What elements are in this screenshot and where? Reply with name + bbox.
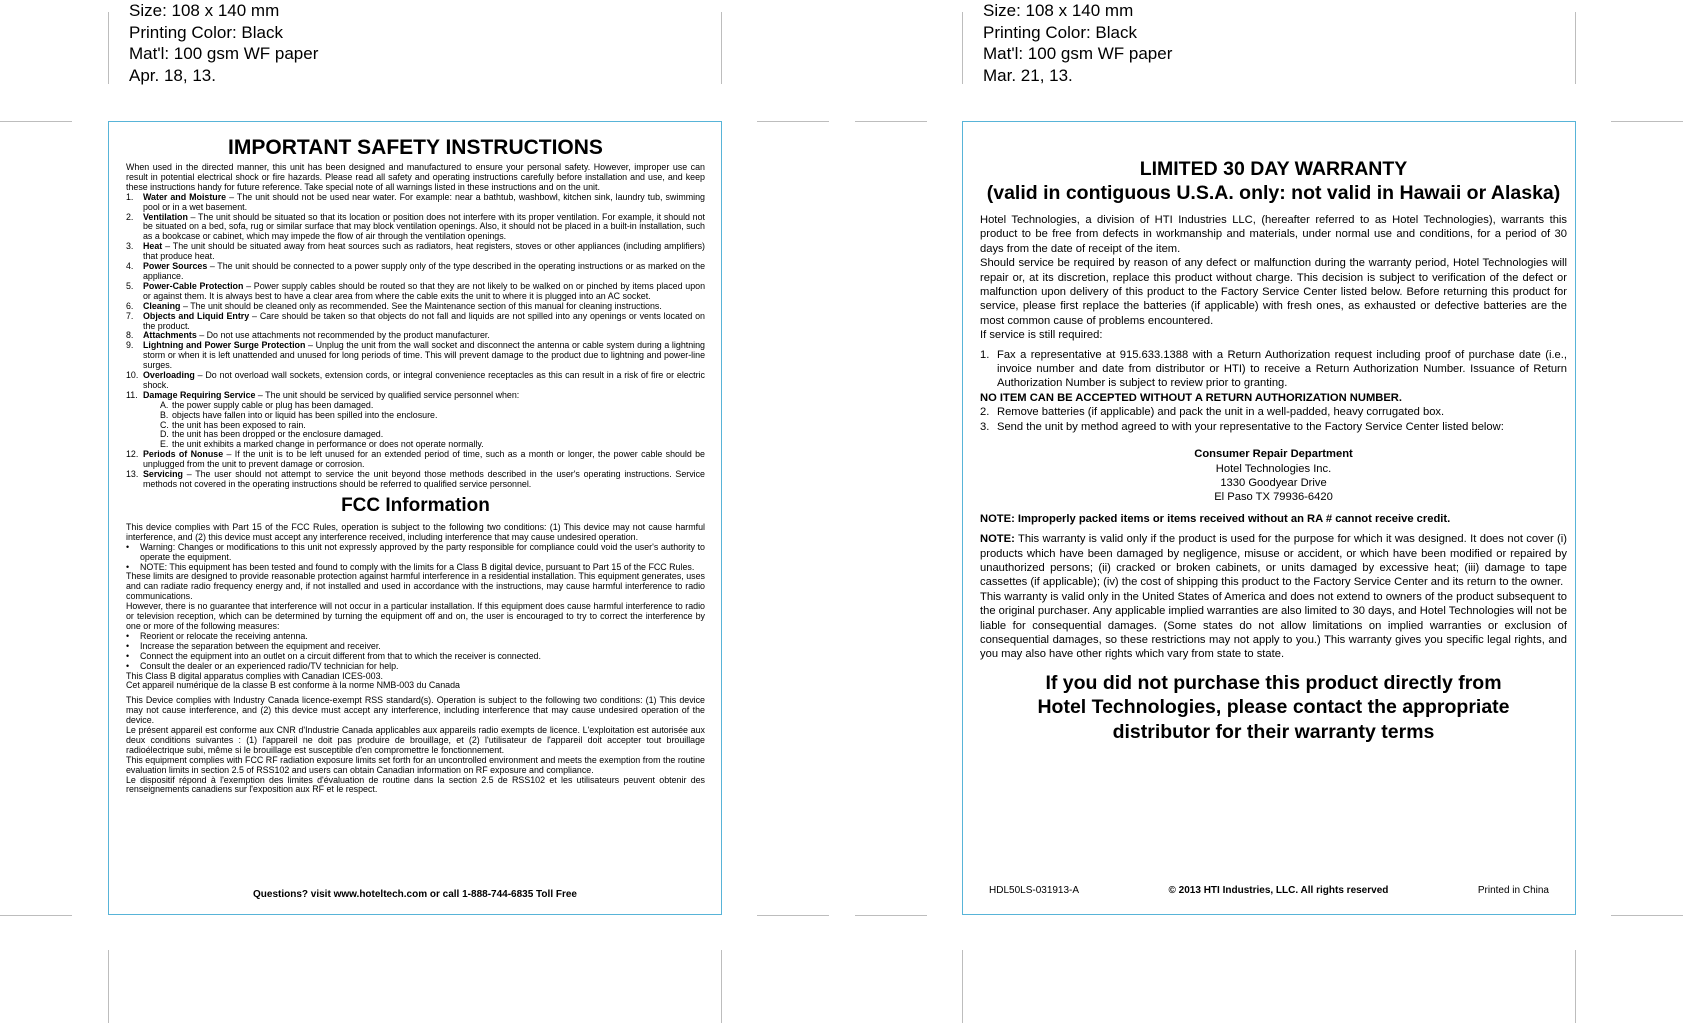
service-condition: C. the unit has been exposed to rain.	[160, 419, 306, 430]
spec-date: Mar. 21, 13.	[983, 65, 1073, 85]
spec-date: Apr. 18, 13.	[129, 65, 216, 85]
fcc-bullets	[126, 632, 705, 672]
spec-block-left	[129, 0, 318, 86]
service-condition: D. the unit has been dropped or the enclosure damaged.	[160, 429, 384, 440]
safety-item: 12. Periods of Nonuse – If the unit is to be left unused for an extended period of time, such as a month or longer, the power cable should be unplugged from the unit to prevent damage or corrosion.	[126, 449, 705, 470]
warranty-title-line1: LIMITED 30 DAY WARRANTY	[1139, 158, 1408, 180]
ices-english: This Class B digital apparatus complies with Canadian ICES-003.	[126, 670, 384, 681]
return-steps	[980, 348, 1567, 391]
safety-list	[126, 193, 705, 490]
crop-mark	[0, 915, 72, 916]
spec-material: Mat'l: 100 gsm WF paper	[983, 44, 1173, 63]
contact-footer: Questions? visit www.hoteltech.com or call 1-888-744-6835 Toll Free	[253, 889, 577, 901]
crop-mark	[721, 950, 722, 1023]
rss-english: This Device complies with Industry Canada licence-exempt RSS standard(s). Operation is subject to the following two conditions: (1) This device may not cause interference, and (2) this device must accept any interference, including interference that may cause undesired operation of the device.	[126, 695, 705, 726]
copyright: © 2013 HTI Industries, LLC. All rights reserved	[1168, 884, 1389, 896]
safety-item: 6. Cleaning – The unit should be cleaned only as recommended. See the Maintenance section of this manual for cleaning instructions.	[126, 300, 662, 311]
distributor-notice: If you did not purchase this product directly from Hotel Technologies, please contact the appropriate distributor for their warranty terms	[1037, 671, 1510, 743]
bullet-icon: •	[126, 640, 130, 651]
crop-mark	[721, 12, 722, 84]
safety-title: IMPORTANT SAFETY INSTRUCTIONS	[228, 136, 603, 159]
fcc-bullet: • Reorient or relocate the receiving antenna.	[126, 630, 308, 641]
spec-size: Size: 108 x 140 mm	[129, 1, 280, 20]
fcc-intro: This device complies with Part 15 of the FCC Rules, operation is subject to the following two conditions: (1) This device may not cause harmful interference, and (2) this device must accept any interference received, including interference that may cause undesired operation.	[126, 521, 705, 542]
address-street: 1330 Goodyear Drive	[1220, 476, 1327, 489]
crop-mark	[1611, 915, 1683, 916]
fcc-paragraph: However, there is no guarantee that interference will not occur in a particular installation. If this equipment does cause harmful interference to radio or television reception, which can be determined by turning the equipment off and on, the user is encouraged to try to correct the interference by one or more of the following measures:	[126, 601, 705, 631]
address-company: Hotel Technologies Inc.	[1215, 462, 1332, 475]
return-step: 3. Send the unit by method agreed to with your representative to the Factory Service Center listed below:	[980, 420, 1504, 433]
country-of-origin: Printed in China	[1477, 884, 1549, 896]
bullet-icon: •	[126, 541, 130, 552]
crop-mark	[1575, 950, 1576, 1023]
fcc-paragraph: These limits are designed to provide reasonable protection against harmful interference in a residential installation. This equipment generates, uses and can radiate radio frequency energy and, if not installed and used in accordance with the instructions, may cause harmful interference to radio communications.	[126, 571, 705, 602]
product-code: HDL50LS-031913-A	[989, 884, 1080, 896]
fcc-bullets	[126, 543, 705, 573]
bullet-icon: •	[126, 660, 130, 671]
warranty-title-line2: (valid in contiguous U.S.A. only: not valid in Hawaii or Alaska)	[986, 182, 1561, 204]
crop-mark	[757, 121, 829, 122]
crop-mark	[1611, 121, 1683, 122]
rf-exposure-english: This equipment complies with FCC RF radiation exposure limits set forth for an uncontrolled environment and meets the exemption from the routine evaluation limits in section 2.5 of RSS102 and users can obtain Canadian information on RF exposure and compliance.	[126, 754, 705, 775]
warranty-paragraph: If service is still required:	[980, 329, 1103, 342]
packing-note: NOTE: Improperly packed items or items received without an RA # cannot receive credit.	[980, 512, 1451, 525]
service-conditions	[143, 401, 705, 451]
return-steps	[980, 405, 1567, 434]
safety-item: 11. Damage Requiring Service – The unit should be serviced by qualified service personnel when: A. the power supply cable or plug has been damaged. B. objects have fallen into or liquid has been spilled into the enclosure. C. the unit has been exposed to rain. D. the unit has been dropped or the enclosure damaged. E. the unit exhibits a marked change in performance or does not operate normally.	[126, 391, 705, 450]
warranty-paragraph: This warranty is valid only in the United States of America and does not extend to owners of the product subsequent to the original purchaser. Any applicable implied warranties are also limited to 30 days, and Hotel Technologies will not be liable for consequential damages. (Some states do not allow limitations on implied warranties or exclusion of consequential damages, so these restrictions may not apply to you.) This warranty gives you specific legal rights, and you may also have other rights which vary from state to state.	[980, 590, 1567, 661]
fcc-bullet: • NOTE: This equipment has been tested and found to comply with the limits for a Class B digital device, pursuant to Part 15 of the FCC Rules.	[126, 561, 695, 572]
safety-intro: When used in the directed manner, this unit has been designed and manufactured to ensure your personal safety. However, improper use can result in potential electrical shock or fire hazards. Please read all safety and operating instructions carefully before installation and use, and keep these instructions handy for future reference. Take special note of all warnings listed in these instructions and on the unit.	[126, 162, 705, 192]
fcc-bullet: • Increase the separation between the equipment and receiver.	[126, 640, 381, 651]
fcc-bullet: • Consult the dealer or an experienced radio/TV technician for help.	[126, 660, 399, 671]
rss-french: Le présent appareil est conforme aux CNR d'Industrie Canada applicables aux appareils radio exempts de licence. L'exploitation est autorisée aux deux conditions suivantes : (1) l'appareil ne doit pas produire de brouillage, et (2) l'utilisateur de l'appareil doit accepter tout brouillage radioélectrique subi, même si le brouillage est susceptible d'en compromettre le fonctionnement.	[126, 725, 705, 755]
safety-item: 5. Power-Cable Protection – Power supply cables should be routed so that they are not likely to be walked on or pinched by items placed upon or against them. It is always best to have a clear area from where the cable exits the unit to where it is plugged into an AC socket.	[126, 280, 706, 301]
service-condition: B. objects have fallen into or liquid has been spilled into the enclosure.	[160, 409, 438, 420]
bullet-icon: •	[126, 630, 130, 641]
spec-material: Mat'l: 100 gsm WF paper	[129, 44, 319, 63]
crop-mark	[0, 121, 72, 122]
safety-item: 8. Attachments – Do not use attachments not recommended by the product manufacturer.	[126, 330, 490, 341]
fcc-bullet: • Warning: Changes or modifications to this unit not expressly approved by the party responsible for compliance could void the user's authority to operate the equipment.	[126, 541, 705, 562]
crop-mark	[962, 12, 963, 84]
crop-mark	[855, 915, 927, 916]
safety-item: 9. Lightning and Power Surge Protection – Unplug the unit from the wall socket and disconnect the antenna or cable system during a lightning storm or when it is left unattended and unused for long periods of time. This will prevent damage to the product due to lightning and power-line surges.	[126, 340, 705, 371]
address-city: El Paso TX 79936-6420	[1214, 491, 1333, 504]
safety-item: 3. Heat – The unit should be situated away from heat sources such as radiators, heat registers, stoves or other appliances (including amplifiers) that produce heat.	[126, 241, 705, 262]
spec-block-right	[983, 0, 1172, 86]
fcc-title: FCC Information	[341, 494, 490, 516]
return-step: 1. Fax a representative at 915.633.1388 with a Return Authorization request including proof of purchase date (i.e., invoice number and date from distributor or HTI) to receive a Return Authorization Number. Issuance of Return Authorization Number is subject to review prior to granting.	[980, 348, 1567, 390]
safety-item: 13. Servicing – The user should not attempt to service the unit beyond those methods described in the user's operating instructions. Service methods not covered in the operating instructions should be referred to qualified service personnel.	[126, 469, 705, 489]
rf-exposure-french: Le dispositif répond à l'exemption des limites d'évaluation de routine dans la section 2.5 de RSS102 et les utilisateurs peuvent obtenir des renseignements canadiens sur l'exposition aux RF et le respect.	[126, 774, 705, 795]
warranty-paragraph: Hotel Technologies, a division of HTI Industries LLC, (hereafter referred to as Hotel Technologies), warrants this product to be free from defects in workmanship and materials, under normal use and conditions, for a period of 30 days from the date of receipt of the item.	[980, 214, 1567, 255]
crop-mark	[855, 121, 927, 122]
fcc-bullet: • Connect the equipment into an outlet on a circuit different from that to which the receiver is connected.	[126, 650, 541, 661]
crop-mark	[757, 915, 829, 916]
spec-printing-color: Printing Color: Black	[983, 22, 1138, 42]
crop-mark	[108, 12, 109, 84]
spec-printing-color: Printing Color: Black	[129, 22, 284, 42]
service-address	[980, 447, 1567, 505]
crop-mark	[962, 950, 963, 1023]
warranty-footer	[989, 884, 1549, 898]
warranty-paragraph: Should service be required by reason of any defect or malfunction during the warranty period, Hotel Technologies will repair or, at its discretion, replace this product without charge. This decision is subject to verification of the defect or malfunction upon delivery of this product to the Factory Service Center listed below. Before returning this product for service, please first replace the batteries (if applicable) with fresh ones, as exhausted or defective batteries are the most common cause of problems encountered.	[980, 257, 1567, 327]
crop-mark	[1575, 12, 1576, 84]
warranty-panel	[962, 121, 1576, 915]
service-condition: A. the power supply cable or plug has been damaged.	[160, 399, 374, 410]
validity-note: NOTE: This warranty is valid only if the product is used for the purpose for which it was designed. It does not cover (i) products which have been damaged by negligence, misuse or accident, or which have been modified or repaired by unauthorized persons; (ii) cracked or broken cabinets, or units damaged by excessive heat; (iii) damage to tape cassettes (if applicable); (iv) the cost of shipping this product to the Factory Service Center and its return to the owner.	[980, 533, 1567, 589]
crop-mark	[108, 950, 109, 1023]
bullet-icon: •	[126, 650, 130, 661]
return-step: 2. Remove batteries (if applicable) and pack the unit in a well-padded, heavy corrugated box.	[980, 406, 1445, 419]
address-department: Consumer Repair Department	[1194, 448, 1353, 461]
service-condition: E. the unit exhibits a marked change in performance or does not operate normally.	[160, 439, 484, 450]
spec-size: Size: 108 x 140 mm	[983, 1, 1134, 20]
safety-item: 2. Ventilation – The unit should be situated so that its location or position does not interfere with its proper ventilation. For example, it should not be situated on a bed, sofa, rug or similar surface that may block ventilation openings. Also, it should not be placed in a built-in installation, such as a bookcase or cabinet, which may impede the flow of air through the ventilation openings.	[126, 211, 705, 242]
warranty-title	[980, 157, 1567, 205]
bullet-icon: •	[126, 561, 130, 572]
safety-item: 10. Overloading – Do not overload wall sockets, extension cords, or integral convenience receptacles as this can result in a risk of fire or electric shock.	[126, 370, 705, 390]
ices-french: Cet appareil numérique de la classe B est conforme à la norme NMB-003 du Canada	[126, 680, 460, 691]
safety-panel	[108, 121, 722, 915]
safety-item: 7. Objects and Liquid Entry – Care should be taken so that objects do not fall and liquids are not spilled into any openings or vents located on the product.	[126, 310, 705, 331]
safety-item: 1. Water and Moisture – The unit should not be used near water. For example: near a bathtub, washbowl, kitchen sink, laundry tub, swimming pool or in a wet basement.	[126, 191, 705, 212]
safety-item: 4. Power Sources – The unit should be connected to a power supply only of the type described in the operating instructions or as marked on the appliance.	[126, 261, 706, 281]
no-item-notice: NO ITEM CAN BE ACCEPTED WITHOUT A RETURN AUTHORIZATION NUMBER.	[980, 391, 1402, 404]
